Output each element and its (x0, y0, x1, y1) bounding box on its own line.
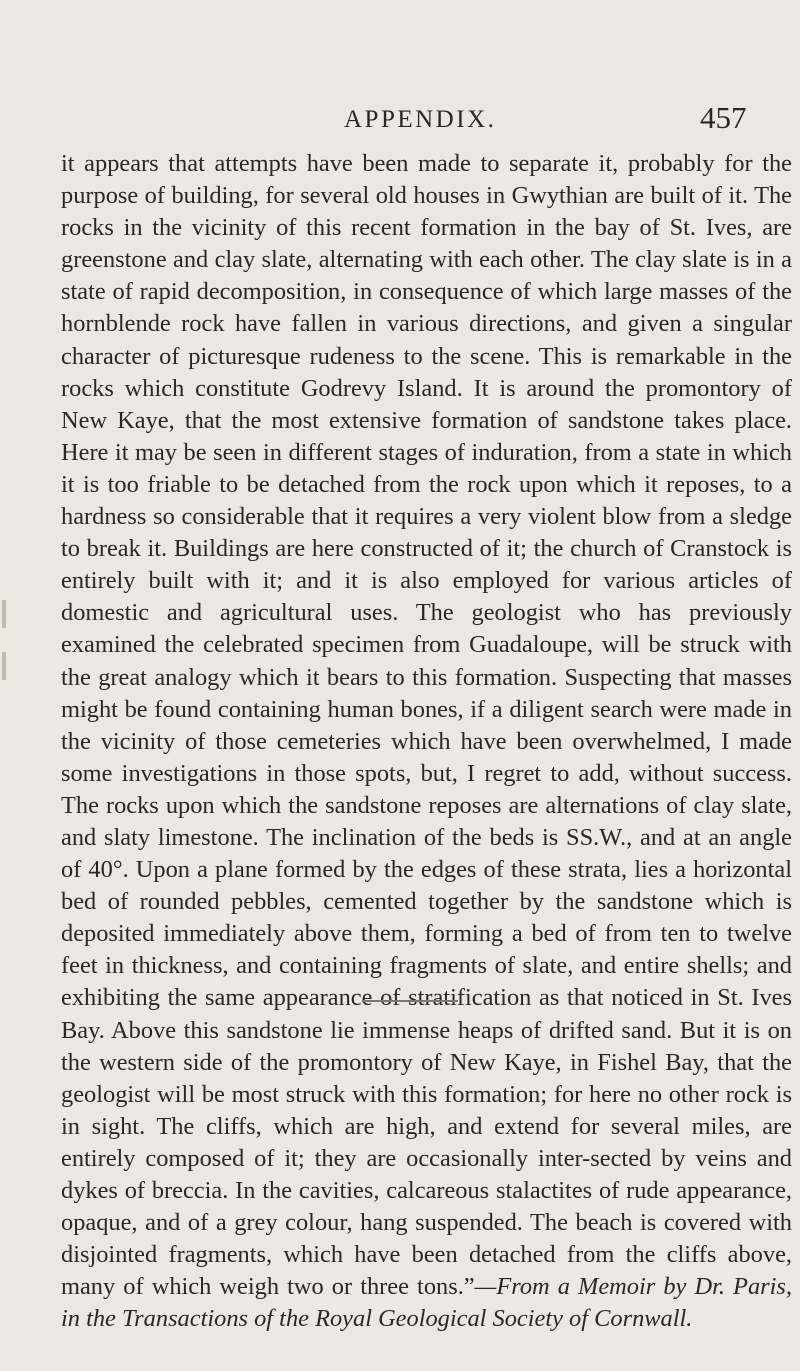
running-head: APPENDIX. (344, 106, 497, 133)
source-citation: —From a Memoir by Dr. Paris, in the Transactions of the Royal Geological Society of Cornwall. (61, 1273, 792, 1333)
margin-mark (2, 652, 6, 680)
body-paragraph (61, 148, 792, 1335)
page-number: 457 (700, 100, 747, 135)
end-rule (362, 1000, 458, 1002)
paragraph-text: it appears that attempts have been made to separate it, probably for the purpose of building, for several old houses in Gwythian are built of it. The rocks in the vicinity of this recent formation in the bay of St. Ives, are greenstone and clay slate, alternating with each other. The clay slate is in a state of rapid decomposition, in consequence of which large masses of the hornblende rock have fallen in various directions, and given a singular character of picturesque rudeness to the scene. This is remarkable in the rocks which constitute Godrevy Island. It is around the promontory of New Kaye, that the most extensive formation of sandstone takes place. Here it may be seen in different stages of induration, from a state in which it is too friable to be detached from the rock upon which it reposes, to a hardness so considerable that it requires a very violent blow from a sledge to break it. Buildings are here constructed of it; the church of Cranstock is entirely built with it; and it is also employed for various articles of domestic and agricultural uses. The geologist who has previously examined the celebrated specimen from Guadaloupe, will be struck with the great analogy which it bears to this formation. Suspecting that masses might be found containing human bones, if a diligent search were made in the vicinity of those cemeteries which have been overwhelmed, I made some investigations in those spots, but, I regret to add, without success. The rocks upon which the sandstone reposes are alternations of clay slate, and slaty limestone. The inclination of the beds is SS.W., and at an angle of 40°. Upon a plane formed by the edges of these strata, lies a horizontal bed of rounded pebbles, cemented together by the sandstone which is deposited immediately above them, forming a bed of from ten to twelve feet in thickness, and containing fragments of slate, and entire shells; and exhibiting the same appearance of stratification as that noticed in St. Ives Bay. Above this sandstone lie immense heaps of drifted sand. But it is on the western side of the promontory of New Kaye, in Fishel Bay, that the geologist will be most struck with this formation; for here no other rock is in sight. The cliffs, which are high, and extend for several miles, are entirely composed of it; they are occasionally inter-sected by veins and dykes of breccia. In the cavities, calcareous stalactites of rude appearance, opaque, and of a grey colour, hang suspended. The beach is covered with disjointed fragments, which have been detached from the cliffs above, many of which weigh two or three tons.” (61, 150, 792, 1301)
page-header (0, 100, 800, 140)
margin-mark (2, 600, 6, 628)
